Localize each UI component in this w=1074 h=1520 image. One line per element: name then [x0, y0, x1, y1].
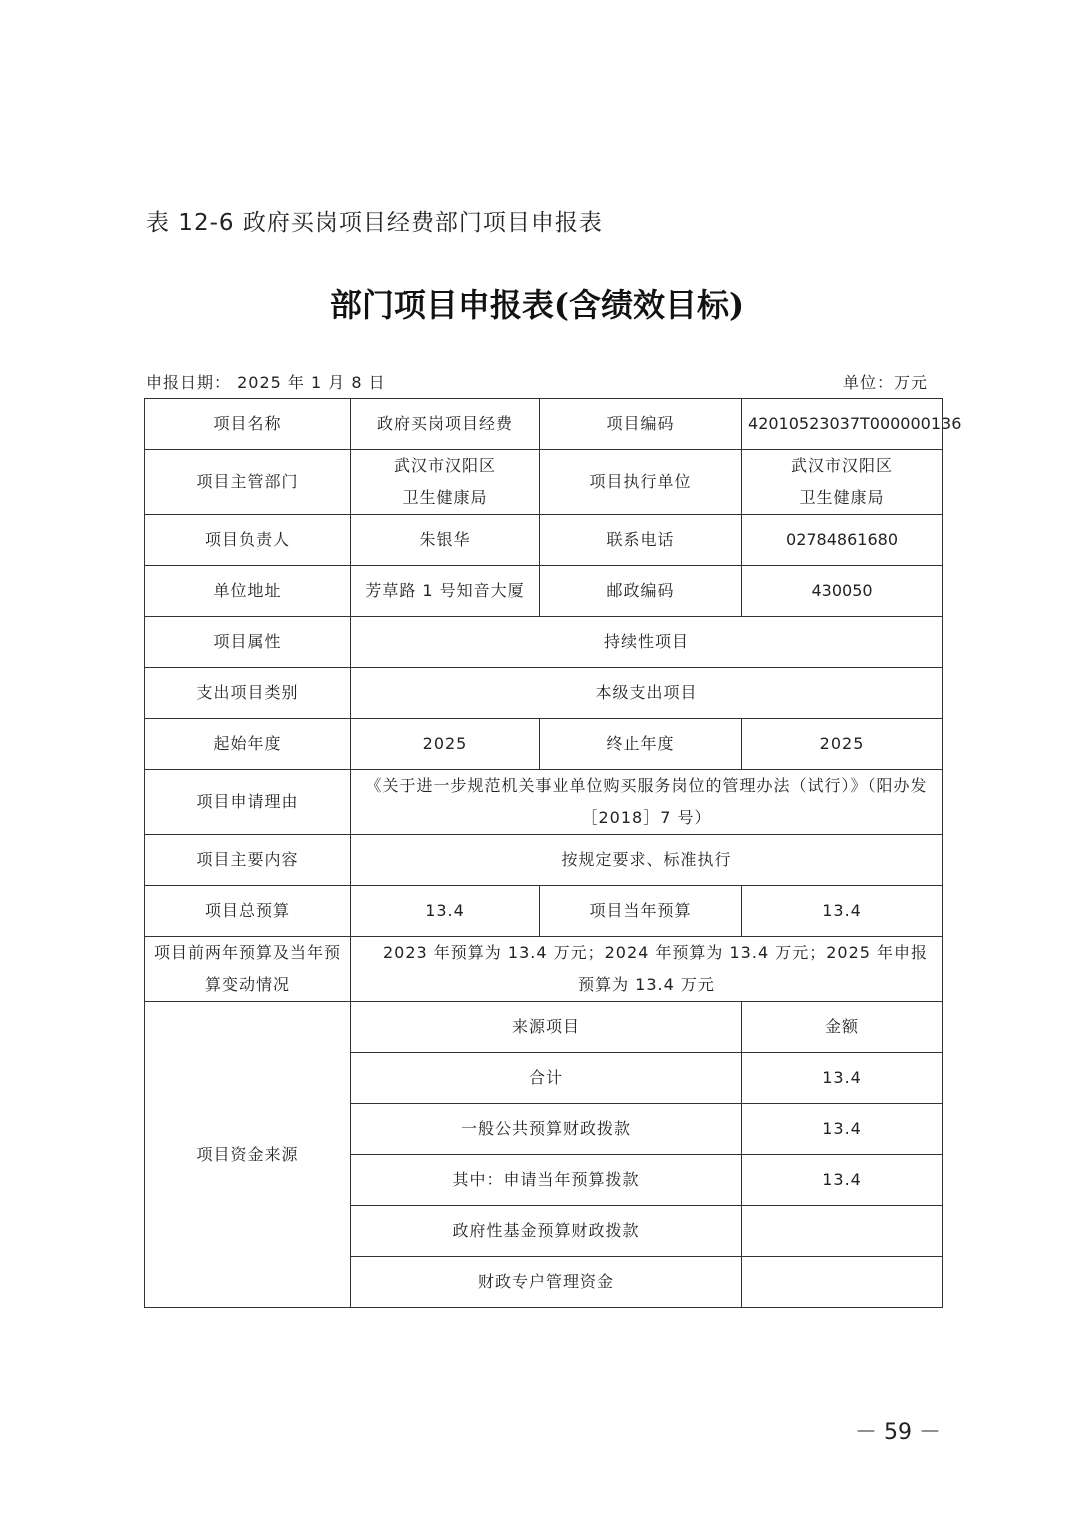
- year-budget-label: 项目当年预算: [540, 886, 742, 937]
- end-year-value: 2025: [742, 719, 943, 770]
- name-label: 项目名称: [145, 399, 351, 450]
- leader-value: 朱银华: [351, 515, 540, 566]
- content-label: 项目主要内容: [145, 835, 351, 886]
- unit-label: 单位：万元: [842, 373, 928, 392]
- total-budget-value: 13.4: [351, 886, 540, 937]
- table-row: [145, 937, 943, 1002]
- postcode-value: 430050: [742, 566, 943, 617]
- history-label: 项目前两年预算及当年预算变动情况: [145, 937, 351, 1002]
- start-year-value: 2025: [351, 719, 540, 770]
- history-value: 2023 年预算为 13.4 万元；2024 年预算为 13.4 万元；2025 年申报预算为 13.4 万元: [351, 937, 943, 1002]
- postcode-label: 邮政编码: [540, 566, 742, 617]
- funding-label: 项目资金来源: [145, 1002, 351, 1308]
- exec-value: [742, 450, 943, 515]
- address-label: 单位地址: [145, 566, 351, 617]
- funding-item-label: 其中：申请当年预算拨款: [351, 1155, 742, 1206]
- table-row: [145, 668, 943, 719]
- table-row: [145, 399, 943, 450]
- funding-item-amount: [742, 1257, 943, 1308]
- project-form-table: [144, 398, 962, 1308]
- funding-header-source: 来源项目: [351, 1002, 742, 1053]
- funding-item-amount: 13.4: [742, 1053, 943, 1104]
- attr-value: 持续性项目: [351, 617, 943, 668]
- table-caption: 表 12-6 政府买岗项目经费部门项目申报表: [146, 210, 603, 236]
- attr-label: 项目属性: [145, 617, 351, 668]
- funding-item-amount: 13.4: [742, 1155, 943, 1206]
- table-row: [145, 770, 943, 835]
- content-value: 按规定要求、标准执行: [351, 835, 943, 886]
- table-row: [145, 886, 943, 937]
- year-budget-value: 13.4: [742, 886, 943, 937]
- dept-value: [351, 450, 540, 515]
- funding-item-label: 财政专户管理资金: [351, 1257, 742, 1308]
- table-row: [145, 1002, 943, 1053]
- table-row: [145, 719, 943, 770]
- funding-item-label: 政府性基金预算财政拨款: [351, 1206, 742, 1257]
- end-year-label: 终止年度: [540, 719, 742, 770]
- code-label: 项目编码: [540, 399, 742, 450]
- code-value: 42010523037T000000136: [742, 399, 943, 450]
- exec-value-line2: 卫生健康局: [799, 488, 885, 507]
- name-value: 政府买岗项目经费: [351, 399, 540, 450]
- table-row: [145, 450, 943, 515]
- total-budget-label: 项目总预算: [145, 886, 351, 937]
- table-row: [145, 515, 943, 566]
- reason-label: 项目申请理由: [145, 770, 351, 835]
- funding-item-amount: [742, 1206, 943, 1257]
- start-year-label: 起始年度: [145, 719, 351, 770]
- reason-value: 《关于进一步规范机关事业单位购买服务岗位的管理办法（试行）》（阳办发［2018］7 号）: [351, 770, 943, 835]
- exec-value-line1: 武汉市汉阳区: [791, 456, 894, 475]
- table-row: [145, 617, 943, 668]
- phone-value: 02784861680: [742, 515, 943, 566]
- table-row: [145, 835, 943, 886]
- dept-label: 项目主管部门: [145, 450, 351, 515]
- funding-item-amount: 13.4: [742, 1104, 943, 1155]
- dept-value-line2: 卫生健康局: [402, 488, 488, 507]
- category-value: 本级支出项目: [351, 668, 943, 719]
- exec-label: 项目执行单位: [540, 450, 742, 515]
- dept-value-line1: 武汉市汉阳区: [393, 456, 496, 475]
- funding-item-label: 一般公共预算财政拨款: [351, 1104, 742, 1155]
- category-label: 支出项目类别: [145, 668, 351, 719]
- leader-label: 项目负责人: [145, 515, 351, 566]
- page-title: 部门项目申报表(含绩效目标): [329, 286, 745, 324]
- funding-item-label: 合计: [351, 1053, 742, 1104]
- page-number: － 59 －: [855, 1420, 941, 1445]
- report-date: 申报日期： 2025 年 1 月 8 日: [146, 373, 386, 392]
- phone-label: 联系电话: [540, 515, 742, 566]
- funding-header-amount: 金额: [742, 1002, 943, 1053]
- table-row: [145, 566, 943, 617]
- address-value: 芳草路 1 号知音大厦: [351, 566, 540, 617]
